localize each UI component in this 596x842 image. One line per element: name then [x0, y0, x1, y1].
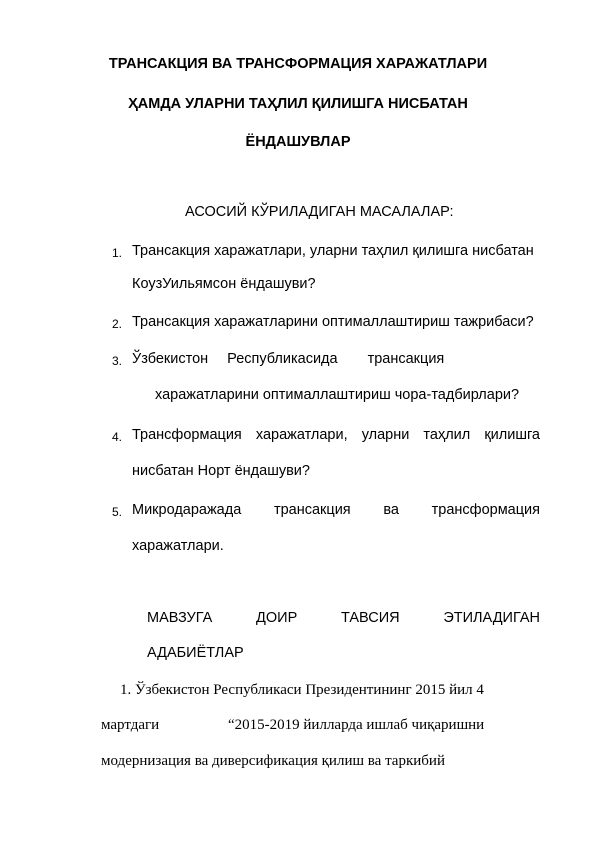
word: Микродаражада [132, 502, 242, 518]
reference-1-line-2-left: мартдаги [101, 717, 160, 733]
literature-heading-line-1 [147, 610, 540, 626]
reference-1-line-3: модернизация ва диверсификация қилиш ва таркибий [101, 753, 445, 769]
word: уларни [361, 427, 410, 443]
list-item-3-line-1 [132, 351, 444, 367]
document-title-line-3: ЁНДАШУВЛАР [245, 134, 351, 150]
word: таҳлил [423, 427, 471, 443]
list-item-2-line-1: Трансакция харажатларини оптималлаштириш тажрибаси? [132, 314, 534, 330]
list-item-number: 2. [112, 317, 123, 331]
word: харажатлари, [255, 427, 348, 443]
word: ДОИР [256, 610, 298, 626]
reference-1-line-2-right: “2015-2019 йилларда ишлаб чиқаришни [228, 717, 485, 733]
word: Ўзбекистон [132, 351, 209, 367]
list-item-1-line-1: Трансакция харажатлари, уларни таҳлил қилишга нисбатан [132, 243, 534, 259]
word: Трансформация [132, 427, 242, 443]
document-title-line-1: ТРАНСАКЦИЯ ВА ТРАНСФОРМАЦИЯ ХАРАЖАТЛАРИ [108, 56, 488, 72]
list-item-5-line-1 [132, 502, 540, 518]
list-item-5-line-2: харажатлари. [132, 538, 224, 554]
word: трансформация [431, 502, 540, 518]
list-item-1-line-2: КоузУильямсон ёндашуви? [132, 276, 316, 292]
list-item-4-line-1 [132, 427, 540, 443]
list-item-number: 4. [112, 430, 123, 444]
word: ЭТИЛАДИГАН [443, 610, 540, 626]
word: трансакция [273, 502, 351, 518]
list-item-number: 3. [112, 354, 123, 368]
list-item-number: 1. [112, 246, 123, 260]
word: ТАВСИЯ [340, 610, 400, 626]
reference-1-line-1: 1. Ўзбекистон Республикаси Президентининг 2015 йил 4 [120, 682, 484, 698]
word: МАВЗУГА [147, 610, 213, 626]
literature-heading-line-2: АДАБИЁТЛАР [147, 645, 244, 661]
list-item-number: 5. [112, 505, 123, 519]
list-item-4-line-2: нисбатан Норт ёндашуви? [132, 463, 310, 479]
word: ва [383, 502, 399, 518]
word: Республикасида [227, 351, 338, 367]
word: трансакция [367, 351, 445, 367]
main-issues-heading: АСОСИЙ КЎРИЛАДИГАН МАСАЛАЛАР: [185, 204, 454, 220]
document-title-line-2: ҲАМДА УЛАРНИ ТАҲЛИЛ ҚИЛИШГА НИСБАТАН [128, 96, 468, 112]
list-item-3-line-2: харажатларини оптималлаштириш чора-тадбирлари? [155, 387, 520, 403]
word: қилишга [484, 427, 540, 443]
